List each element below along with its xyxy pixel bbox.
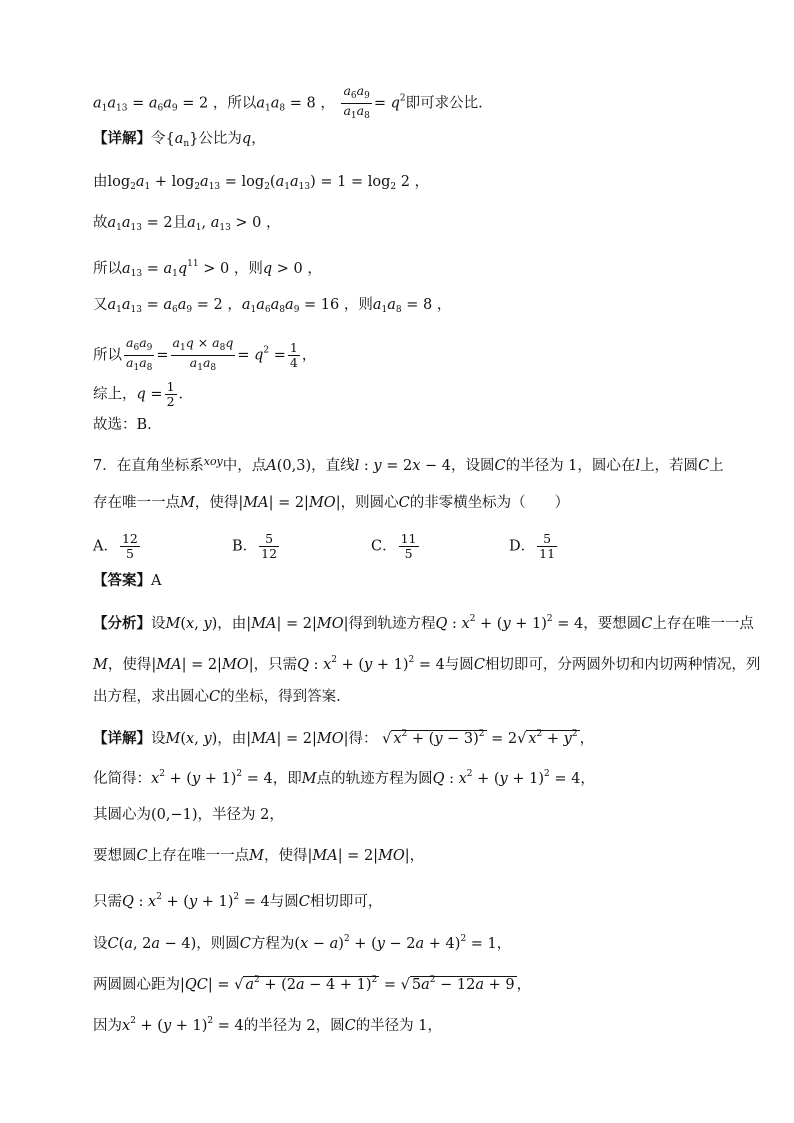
question-7-line-1: 7．在直角坐标系$^{xoy}$中，点A(0,3)，直线l : y = 2x − 4，设圆C的半径为 1，圆心在l上，若圆C上 (93, 455, 724, 474)
analysis-line-2: M，使得|MA| = 2|MO|，只需Q : $x^2 + (y + 1)^2 = 4$与圆C相切即可，分两圆外切和内切两种情况，列 (93, 655, 761, 673)
question-7-line-2: 存在唯一一点M，使得|MA| = 2|MO|，则圆心C的非零横坐标为（ ） (93, 495, 570, 511)
analysis-line-1: 【分析】设M(x, y)，由|MA| = 2|MO|得到轨迹方程Q : $x^2 + (y + 1)^2 = 4$，要想圆C上存在唯一一点 (93, 614, 754, 632)
detail-2-line-2: 化简得：$x^2 + (y + 1)^2 = 4$，即M点的轨迹方程为圆Q : $x^2 + (y + 1)^2 = 4$， (93, 769, 595, 787)
analysis-line-3: 出方程，求出圆心C的坐标，得到答案. (93, 689, 341, 705)
answer-line: 【答案】A (93, 572, 162, 589)
ratio-fraction: $\frac{a_6a_9}{a_1a_8}$ (343, 83, 370, 121)
detail-2-line-8: 因为$x^2 + (y + 1)^2 = 4$的半径为 2，圆C的半径为 1， (93, 1016, 443, 1034)
detail-2-line-6: 设C(a, 2a − 4)，则圆C方程为$(x - a)^2 + (y - 2a + 4)^2 = 1$， (93, 934, 512, 952)
suoyi-line-2: 所以 $\frac{a_6a_9}{a_1a_8}$ = $\frac{a_1q \times a_8q}{a_1a_8}$ = $q^2$ = $\frac{1}{4}$ ， (93, 335, 317, 373)
choice-a: A． $\frac{12}{5}$ (93, 531, 138, 561)
choice-d: D． $\frac{5}{11}$ (509, 531, 556, 561)
detail-2-line-5: 只需Q : $x^2 + (y + 1)^2 = 4$与圆C相切即可， (93, 892, 383, 910)
gu-line: 故$a_1a_{13} = 2$且$a_1$, $a_{13} > 0$ ， (93, 215, 281, 233)
detail-2-line-3: 其圆心为(0,−1)，半径为 2， (93, 807, 284, 823)
detail-2-line-1: 【详解】设M(x, y)，由|MA| = 2|MO|得： √ $x^2 + (y - 3)^2 = 2√$ $x^2 + y^2$ ， (93, 729, 595, 747)
choice-b: B． $\frac{5}{12}$ (232, 531, 278, 561)
log-line: 由$\log_2a_1 + \log_2a_{13} = \log_2(a_1a_{13}) = 1 = \log_2 2$ ， (93, 174, 430, 192)
choice-line-1: 故选：B. (93, 417, 152, 433)
summary-line: 综上，q = $\frac{1}{2}$ . (93, 379, 184, 409)
detail-2-line-7: 两圆圆心距为|QC| = √ $a^2 + (2a - 4 + 1)^2$ = √ $5a^2 - 12a + 9$ ， (93, 975, 532, 993)
you-line: 又$a_1a_{13} = a_6a_9 = 2$ ，$a_1a_6a_8a_9 = 16$ ，则$a_1a_8 = 8$ ， (93, 297, 452, 315)
suoyi-line-1: 所以$a_{13} = a_1q^{11} > 0$ ，则q > 0 ， (93, 259, 322, 279)
detail-1-heading: 【详解】令$\{a_n\}$公比为q， (93, 130, 266, 149)
intro-line: $a_1a_{13} = a_6a_9 = 2$ ，所以$a_1a_8 = 8$ ， $\frac{a_6a_9}{a_1a_8}$ = $q^2$即可求公比. (93, 83, 483, 121)
detail-2-line-4: 要想圆C上存在唯一一点M，使得|MA| = 2|MO|， (93, 848, 425, 864)
choice-c: C． $\frac{11}{5}$ (371, 531, 417, 561)
